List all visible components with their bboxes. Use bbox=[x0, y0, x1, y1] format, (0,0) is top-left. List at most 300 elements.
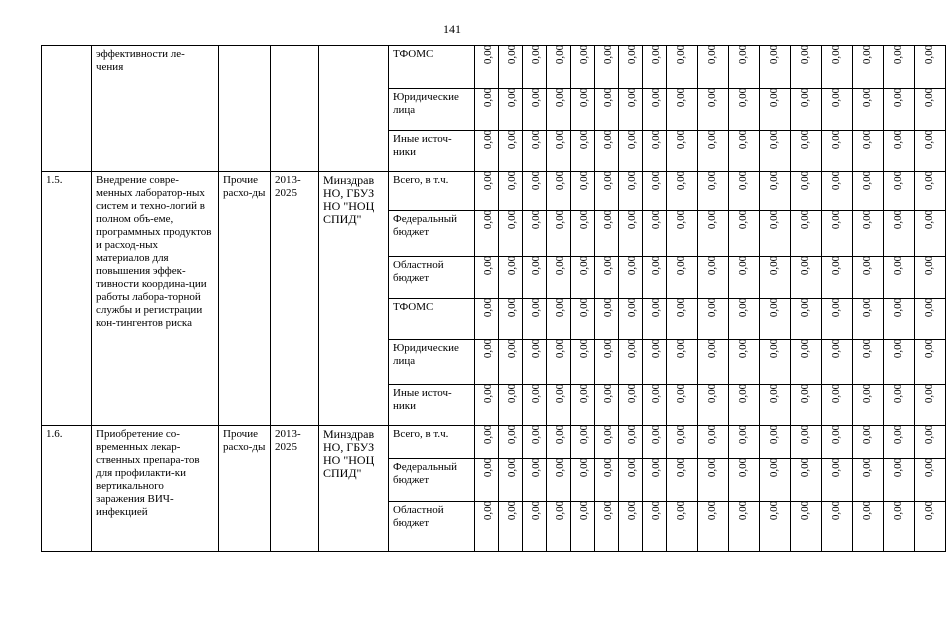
amount-value: 0,00 bbox=[799, 44, 812, 65]
amount-cell bbox=[760, 172, 791, 211]
amount-value: 0,00 bbox=[830, 129, 843, 150]
amount-value: 0,00 bbox=[578, 297, 591, 318]
amount-value: 0,00 bbox=[892, 87, 905, 108]
amount-cell bbox=[822, 211, 853, 257]
amount-value: 0,00 bbox=[530, 87, 543, 108]
amount-value: 0,00 bbox=[578, 170, 591, 191]
amount-value: 0,00 bbox=[554, 297, 567, 318]
amount-cell bbox=[853, 172, 884, 211]
amount-cell bbox=[523, 426, 547, 459]
amount-cell bbox=[884, 426, 915, 459]
amount-cell bbox=[619, 89, 643, 131]
amount-value: 0,00 bbox=[892, 424, 905, 445]
amount-value: 0,00 bbox=[768, 500, 781, 521]
amount-value: 0,00 bbox=[482, 209, 495, 230]
amount-value: 0,00 bbox=[506, 209, 519, 230]
amount-cell bbox=[595, 385, 619, 426]
amount-cell bbox=[619, 385, 643, 426]
amount-cell bbox=[698, 89, 729, 131]
amount-cell bbox=[853, 46, 884, 89]
amount-cell bbox=[667, 257, 698, 299]
amount-cell bbox=[571, 131, 595, 172]
amount-value: 0,00 bbox=[706, 457, 719, 478]
amount-cell bbox=[643, 385, 667, 426]
amount-cell bbox=[884, 46, 915, 89]
amount-value: 0,00 bbox=[602, 424, 615, 445]
amount-cell bbox=[619, 211, 643, 257]
amount-value: 0,00 bbox=[626, 87, 639, 108]
funding-source: ТФОМС bbox=[389, 46, 475, 89]
amount-value: 0,00 bbox=[506, 44, 519, 65]
amount-cell bbox=[915, 385, 946, 426]
amount-value: 0,00 bbox=[799, 457, 812, 478]
amount-value: 0,00 bbox=[675, 424, 688, 445]
amount-value: 0,00 bbox=[706, 129, 719, 150]
amount-cell bbox=[698, 131, 729, 172]
amount-value: 0,00 bbox=[706, 209, 719, 230]
amount-value: 0,00 bbox=[530, 383, 543, 404]
amount-value: 0,00 bbox=[830, 209, 843, 230]
amount-cell bbox=[547, 211, 571, 257]
amount-cell bbox=[571, 46, 595, 89]
amount-cell bbox=[667, 385, 698, 426]
amount-value: 0,00 bbox=[706, 297, 719, 318]
amount-value: 0,00 bbox=[554, 383, 567, 404]
amount-value: 0,00 bbox=[892, 129, 905, 150]
amount-cell bbox=[643, 211, 667, 257]
amount-cell bbox=[499, 502, 523, 552]
amount-cell bbox=[475, 131, 499, 172]
amount-cell bbox=[698, 211, 729, 257]
amount-cell bbox=[853, 131, 884, 172]
amount-cell bbox=[523, 299, 547, 340]
amount-value: 0,00 bbox=[578, 255, 591, 276]
measure-name: эффективности ле- чения bbox=[92, 46, 219, 172]
amount-cell bbox=[523, 459, 547, 502]
amount-value: 0,00 bbox=[578, 457, 591, 478]
amount-value: 0,00 bbox=[675, 338, 688, 359]
amount-cell bbox=[667, 89, 698, 131]
amount-cell bbox=[595, 211, 619, 257]
amount-cell bbox=[822, 131, 853, 172]
amount-value: 0,00 bbox=[892, 209, 905, 230]
amount-cell bbox=[667, 459, 698, 502]
amount-value: 0,00 bbox=[923, 129, 936, 150]
amount-value: 0,00 bbox=[768, 129, 781, 150]
amount-value: 0,00 bbox=[861, 338, 874, 359]
amount-cell bbox=[667, 46, 698, 89]
amount-value: 0,00 bbox=[861, 44, 874, 65]
table-row bbox=[42, 172, 946, 211]
amount-cell bbox=[523, 46, 547, 89]
amount-value: 0,00 bbox=[799, 255, 812, 276]
amount-cell bbox=[475, 385, 499, 426]
amount-value: 0,00 bbox=[530, 500, 543, 521]
amount-value: 0,00 bbox=[482, 383, 495, 404]
amount-cell bbox=[475, 502, 499, 552]
amount-value: 0,00 bbox=[799, 338, 812, 359]
amount-cell bbox=[619, 340, 643, 385]
amount-value: 0,00 bbox=[706, 424, 719, 445]
funding-source: Иные источ-ники bbox=[389, 385, 475, 426]
amount-value: 0,00 bbox=[675, 297, 688, 318]
amount-value: 0,00 bbox=[923, 87, 936, 108]
amount-cell bbox=[760, 385, 791, 426]
amount-cell bbox=[915, 299, 946, 340]
amount-value: 0,00 bbox=[482, 457, 495, 478]
amount-value: 0,00 bbox=[626, 129, 639, 150]
amount-value: 0,00 bbox=[923, 297, 936, 318]
amount-value: 0,00 bbox=[626, 338, 639, 359]
amount-cell bbox=[884, 340, 915, 385]
amount-value: 0,00 bbox=[768, 44, 781, 65]
amount-cell bbox=[595, 46, 619, 89]
amount-cell bbox=[619, 502, 643, 552]
amount-cell bbox=[595, 502, 619, 552]
amount-cell bbox=[667, 340, 698, 385]
amount-cell bbox=[499, 426, 523, 459]
amount-cell bbox=[499, 340, 523, 385]
amount-cell bbox=[884, 459, 915, 502]
amount-cell bbox=[822, 172, 853, 211]
amount-cell bbox=[475, 426, 499, 459]
amount-cell bbox=[915, 502, 946, 552]
amount-value: 0,00 bbox=[706, 500, 719, 521]
amount-cell bbox=[643, 89, 667, 131]
amount-cell bbox=[571, 257, 595, 299]
amount-cell bbox=[791, 502, 822, 552]
amount-cell bbox=[791, 299, 822, 340]
amount-cell bbox=[760, 46, 791, 89]
funding-source: Юридические лица bbox=[389, 89, 475, 131]
amount-cell bbox=[571, 299, 595, 340]
amount-cell bbox=[547, 46, 571, 89]
amount-cell bbox=[698, 502, 729, 552]
amount-value: 0,00 bbox=[506, 129, 519, 150]
amount-value: 0,00 bbox=[578, 500, 591, 521]
amount-value: 0,00 bbox=[799, 170, 812, 191]
amount-cell bbox=[915, 46, 946, 89]
amount-cell bbox=[643, 426, 667, 459]
amount-value: 0,00 bbox=[799, 209, 812, 230]
amount-cell bbox=[643, 46, 667, 89]
amount-value: 0,00 bbox=[830, 170, 843, 191]
amount-cell bbox=[698, 299, 729, 340]
amount-cell bbox=[915, 211, 946, 257]
amount-value: 0,00 bbox=[737, 500, 750, 521]
amount-cell bbox=[915, 426, 946, 459]
amount-value: 0,00 bbox=[861, 383, 874, 404]
amount-cell bbox=[698, 257, 729, 299]
amount-value: 0,00 bbox=[737, 129, 750, 150]
amount-value: 0,00 bbox=[830, 338, 843, 359]
amount-value: 0,00 bbox=[506, 338, 519, 359]
amount-value: 0,00 bbox=[799, 500, 812, 521]
amount-value: 0,00 bbox=[602, 129, 615, 150]
amount-value: 0,00 bbox=[530, 457, 543, 478]
amount-cell bbox=[822, 89, 853, 131]
funding-source: Областной бюджет bbox=[389, 502, 475, 552]
amount-value: 0,00 bbox=[737, 209, 750, 230]
amount-cell bbox=[571, 211, 595, 257]
amount-value: 0,00 bbox=[602, 338, 615, 359]
amount-cell bbox=[884, 299, 915, 340]
amount-cell bbox=[571, 89, 595, 131]
amount-cell bbox=[853, 459, 884, 502]
amount-cell bbox=[619, 172, 643, 211]
amount-value: 0,00 bbox=[892, 383, 905, 404]
amount-cell bbox=[853, 299, 884, 340]
funding-source: Федеральный бюджет bbox=[389, 459, 475, 502]
amount-value: 0,00 bbox=[650, 170, 663, 191]
amount-cell bbox=[475, 172, 499, 211]
amount-value: 0,00 bbox=[799, 383, 812, 404]
amount-cell bbox=[698, 426, 729, 459]
amount-cell bbox=[571, 502, 595, 552]
amount-cell bbox=[643, 459, 667, 502]
amount-value: 0,00 bbox=[675, 500, 688, 521]
amount-value: 0,00 bbox=[626, 424, 639, 445]
amount-value: 0,00 bbox=[578, 338, 591, 359]
amount-value: 0,00 bbox=[554, 255, 567, 276]
amount-value: 0,00 bbox=[626, 44, 639, 65]
amount-cell bbox=[547, 299, 571, 340]
amount-cell bbox=[667, 172, 698, 211]
amount-value: 0,00 bbox=[578, 87, 591, 108]
amount-value: 0,00 bbox=[602, 44, 615, 65]
amount-value: 0,00 bbox=[530, 338, 543, 359]
amount-cell bbox=[667, 211, 698, 257]
page-number: 141 bbox=[443, 22, 461, 36]
amount-cell bbox=[595, 131, 619, 172]
amount-value: 0,00 bbox=[554, 44, 567, 65]
amount-value: 0,00 bbox=[923, 44, 936, 65]
amount-cell bbox=[884, 385, 915, 426]
amount-value: 0,00 bbox=[737, 170, 750, 191]
funding-source: Областной бюджет bbox=[389, 257, 475, 299]
amount-value: 0,00 bbox=[506, 457, 519, 478]
amount-cell bbox=[571, 172, 595, 211]
amount-value: 0,00 bbox=[482, 338, 495, 359]
amount-value: 0,00 bbox=[530, 170, 543, 191]
amount-value: 0,00 bbox=[923, 383, 936, 404]
funding-source: ТФОМС bbox=[389, 299, 475, 340]
amount-cell bbox=[643, 131, 667, 172]
amount-cell bbox=[499, 89, 523, 131]
amount-cell bbox=[619, 257, 643, 299]
amount-value: 0,00 bbox=[675, 44, 688, 65]
amount-cell bbox=[915, 459, 946, 502]
amount-cell bbox=[619, 46, 643, 89]
amount-cell bbox=[475, 89, 499, 131]
amount-cell bbox=[822, 459, 853, 502]
amount-cell bbox=[698, 459, 729, 502]
amount-value: 0,00 bbox=[830, 87, 843, 108]
amount-value: 0,00 bbox=[706, 44, 719, 65]
amount-cell bbox=[499, 211, 523, 257]
amount-value: 0,00 bbox=[737, 255, 750, 276]
amount-cell bbox=[884, 89, 915, 131]
amount-cell bbox=[595, 340, 619, 385]
amount-value: 0,00 bbox=[923, 500, 936, 521]
amount-value: 0,00 bbox=[706, 338, 719, 359]
amount-value: 0,00 bbox=[892, 44, 905, 65]
expense-type: Прочие расхо-ды bbox=[219, 426, 271, 552]
executor: Минздрав НО, ГБУЗ НО "НОЦ СПИД" bbox=[319, 426, 389, 552]
amount-cell bbox=[853, 211, 884, 257]
amount-value: 0,00 bbox=[706, 87, 719, 108]
amount-cell bbox=[791, 131, 822, 172]
amount-value: 0,00 bbox=[861, 255, 874, 276]
amount-cell bbox=[884, 172, 915, 211]
amount-cell bbox=[729, 211, 760, 257]
amount-cell bbox=[760, 211, 791, 257]
amount-value: 0,00 bbox=[530, 297, 543, 318]
amount-cell bbox=[475, 299, 499, 340]
amount-cell bbox=[760, 459, 791, 502]
amount-value: 0,00 bbox=[768, 424, 781, 445]
amount-value: 0,00 bbox=[506, 255, 519, 276]
amount-value: 0,00 bbox=[506, 383, 519, 404]
amount-cell bbox=[791, 172, 822, 211]
amount-cell bbox=[571, 426, 595, 459]
amount-cell bbox=[619, 131, 643, 172]
amount-value: 0,00 bbox=[554, 209, 567, 230]
amount-value: 0,00 bbox=[650, 44, 663, 65]
amount-cell bbox=[791, 426, 822, 459]
amount-value: 0,00 bbox=[892, 255, 905, 276]
amount-value: 0,00 bbox=[737, 87, 750, 108]
amount-value: 0,00 bbox=[626, 170, 639, 191]
amount-value: 0,00 bbox=[923, 457, 936, 478]
amount-value: 0,00 bbox=[506, 500, 519, 521]
amount-cell bbox=[884, 211, 915, 257]
amount-cell bbox=[853, 257, 884, 299]
amount-value: 0,00 bbox=[530, 255, 543, 276]
amount-value: 0,00 bbox=[650, 87, 663, 108]
amount-cell bbox=[853, 426, 884, 459]
amount-cell bbox=[915, 131, 946, 172]
amount-cell bbox=[729, 299, 760, 340]
amount-value: 0,00 bbox=[650, 255, 663, 276]
amount-cell bbox=[595, 426, 619, 459]
amount-cell bbox=[822, 340, 853, 385]
amount-value: 0,00 bbox=[768, 87, 781, 108]
funding-source: Всего, в т.ч. bbox=[389, 172, 475, 211]
amount-cell bbox=[547, 340, 571, 385]
amount-value: 0,00 bbox=[768, 170, 781, 191]
amount-value: 0,00 bbox=[482, 170, 495, 191]
amount-cell bbox=[475, 257, 499, 299]
amount-cell bbox=[915, 340, 946, 385]
amount-value: 0,00 bbox=[650, 457, 663, 478]
amount-value: 0,00 bbox=[482, 129, 495, 150]
funding-source: Федеральный бюджет bbox=[389, 211, 475, 257]
amount-cell bbox=[915, 172, 946, 211]
amount-value: 0,00 bbox=[799, 424, 812, 445]
amount-cell bbox=[667, 502, 698, 552]
amount-value: 0,00 bbox=[768, 209, 781, 230]
amount-value: 0,00 bbox=[830, 424, 843, 445]
amount-value: 0,00 bbox=[650, 209, 663, 230]
amount-value: 0,00 bbox=[892, 457, 905, 478]
amount-value: 0,00 bbox=[602, 170, 615, 191]
amount-cell bbox=[729, 340, 760, 385]
amount-value: 0,00 bbox=[554, 87, 567, 108]
amount-value: 0,00 bbox=[602, 383, 615, 404]
amount-cell bbox=[729, 131, 760, 172]
amount-cell bbox=[760, 426, 791, 459]
amount-cell bbox=[571, 385, 595, 426]
amount-cell bbox=[523, 257, 547, 299]
amount-value: 0,00 bbox=[830, 383, 843, 404]
amount-value: 0,00 bbox=[554, 170, 567, 191]
amount-cell bbox=[698, 385, 729, 426]
amount-value: 0,00 bbox=[482, 424, 495, 445]
amount-value: 0,00 bbox=[799, 87, 812, 108]
amount-cell bbox=[791, 211, 822, 257]
executor: Минздрав НО, ГБУЗ НО "НОЦ СПИД" bbox=[319, 172, 389, 426]
amount-cell bbox=[499, 385, 523, 426]
amount-cell bbox=[643, 172, 667, 211]
amount-value: 0,00 bbox=[923, 338, 936, 359]
funding-source: Юридические лица bbox=[389, 340, 475, 385]
amount-value: 0,00 bbox=[482, 87, 495, 108]
amount-value: 0,00 bbox=[892, 297, 905, 318]
amount-value: 0,00 bbox=[482, 297, 495, 318]
amount-cell bbox=[791, 385, 822, 426]
amount-cell bbox=[643, 502, 667, 552]
table-row bbox=[42, 426, 946, 459]
amount-value: 0,00 bbox=[626, 209, 639, 230]
amount-value: 0,00 bbox=[675, 170, 688, 191]
row-number: 1.5. bbox=[42, 172, 92, 426]
executor bbox=[319, 46, 389, 172]
period bbox=[271, 46, 319, 172]
amount-value: 0,00 bbox=[626, 457, 639, 478]
amount-value: 0,00 bbox=[554, 338, 567, 359]
amount-value: 0,00 bbox=[768, 383, 781, 404]
amount-value: 0,00 bbox=[602, 500, 615, 521]
amount-value: 0,00 bbox=[530, 44, 543, 65]
amount-value: 0,00 bbox=[602, 457, 615, 478]
amount-value: 0,00 bbox=[675, 383, 688, 404]
amount-value: 0,00 bbox=[768, 457, 781, 478]
amount-cell bbox=[547, 426, 571, 459]
amount-value: 0,00 bbox=[602, 87, 615, 108]
amount-value: 0,00 bbox=[602, 209, 615, 230]
amount-value: 0,00 bbox=[626, 297, 639, 318]
amount-cell bbox=[547, 131, 571, 172]
amount-cell bbox=[822, 46, 853, 89]
amount-value: 0,00 bbox=[706, 170, 719, 191]
amount-value: 0,00 bbox=[578, 424, 591, 445]
amount-cell bbox=[884, 131, 915, 172]
amount-value: 0,00 bbox=[578, 44, 591, 65]
amount-value: 0,00 bbox=[675, 209, 688, 230]
amount-value: 0,00 bbox=[554, 424, 567, 445]
amount-cell bbox=[791, 340, 822, 385]
amount-cell bbox=[729, 459, 760, 502]
amount-cell bbox=[822, 385, 853, 426]
amount-cell bbox=[760, 89, 791, 131]
amount-value: 0,00 bbox=[650, 500, 663, 521]
amount-cell bbox=[729, 426, 760, 459]
amount-value: 0,00 bbox=[650, 129, 663, 150]
amount-value: 0,00 bbox=[554, 457, 567, 478]
amount-value: 0,00 bbox=[861, 424, 874, 445]
amount-cell bbox=[729, 46, 760, 89]
